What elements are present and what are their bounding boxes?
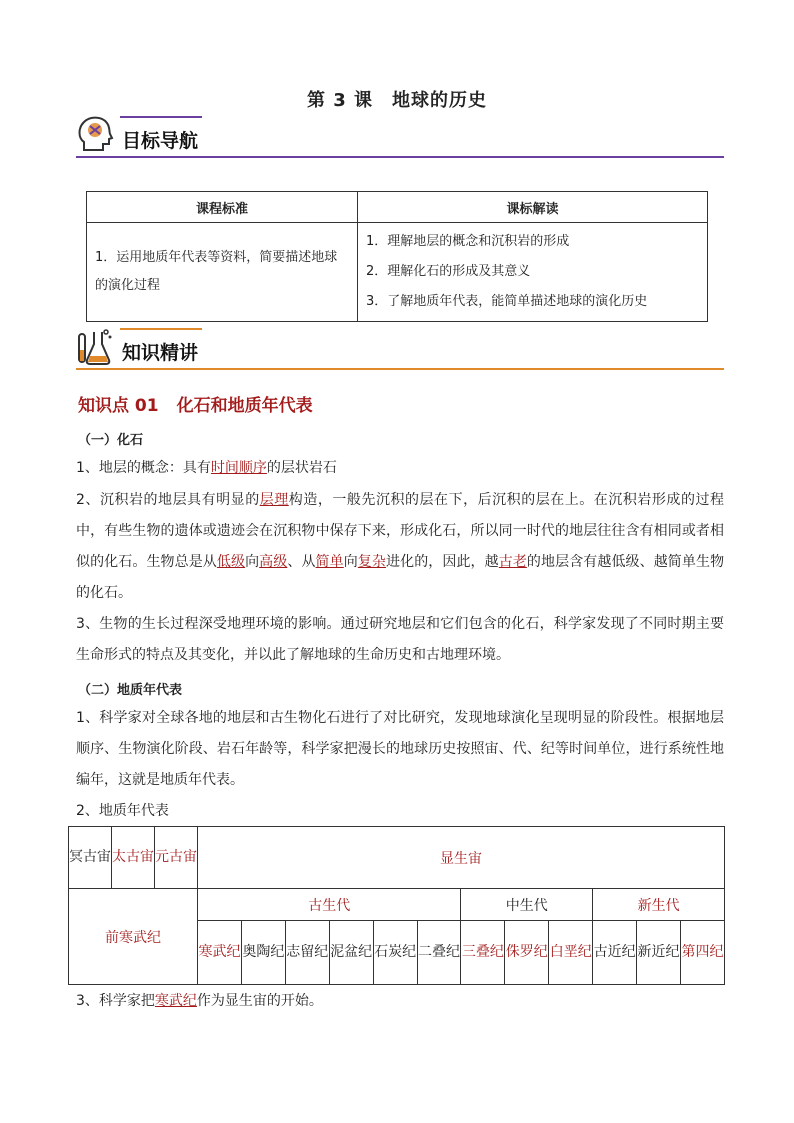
paragraph-environment: 3、生物的生长过程深受地理环境的影响。通过研究地层和它们包含的化石，科学家发现了不同时期主要生命形式的特点及其变化，并以此了解地球的生命历史和古地理环境。 <box>76 616 724 663</box>
knowledge-point-name: 化石和地质年代表 <box>176 396 313 416</box>
era-mesozoic: 中生代 <box>461 889 593 921</box>
eon-phanerozoic: 显生宙 <box>198 827 725 889</box>
knowledge-point-title <box>78 391 313 416</box>
paragraph-sedimentary-rock: 2、沉积岩的地层具有明显的层理构造，一般先沉积的层在下，后沉积的层在上。在沉积岩形成的过程中，有些生物的遗体或遗迹会在沉积物中保存下来，形成化石，所以同一时代的地层往往含有相同或者相似的化石。生物总是从低级向高级、从简单向复杂进化的，因此，越古老的地层含有越低级、越简单生物的化石。 <box>76 492 725 601</box>
period-permian: 二叠纪 <box>417 921 461 985</box>
geologic-time-table <box>68 826 725 985</box>
keyword: 复杂 <box>357 554 387 570</box>
interpretation-item: 2．理解化石的形成及其意义 <box>366 264 531 279</box>
table-header-standard: 课程标准 <box>87 192 358 223</box>
page-title: 第 3 课 地球的历史 <box>306 90 488 111</box>
period-cambrian: 寒武纪 <box>198 921 242 985</box>
keyword: 高级 <box>259 554 288 570</box>
period-triassic: 三叠纪 <box>461 921 505 985</box>
eon-hadean: 冥古宙 <box>69 827 112 889</box>
interpretation-cell <box>358 223 708 322</box>
interpretation-item: 3．了解地质年代表，能简单描述地球的演化历史 <box>366 294 648 309</box>
period-neogene: 新近纪 <box>637 921 681 985</box>
keyword: 低级 <box>216 554 246 570</box>
keyword: 简单 <box>315 554 344 570</box>
eon-proterozoic: 元古宙 <box>155 827 198 889</box>
standard-cell: 1．运用地质年代表等资料，简要描述地球的演化过程 <box>87 223 358 322</box>
period-silurian: 志留纪 <box>285 921 329 985</box>
paragraph-geologic-time: 1、科学家对全球各地的地层和古生物化石进行了对比研究，发现地球演化呈现明显的阶段性。根据地层顺序、生物演化阶段、岩石年龄等，科学家把漫长的地球历史按照宙、代、纪等时间单位，进行系统性地编年，这就是地质年代表。 <box>76 710 724 788</box>
keyword: 古老 <box>498 554 527 570</box>
subheading-geologic-table: （二）地质年代表 <box>78 683 183 698</box>
interpretation-item: 1．理解地层的概念和沉积岩的形成 <box>366 234 570 249</box>
era-paleozoic: 古生代 <box>198 889 461 921</box>
period-cretaceous: 白垩纪 <box>549 921 593 985</box>
brain-head-icon <box>76 114 114 154</box>
period-ordovician: 奥陶纪 <box>241 921 285 985</box>
subheading-fossil: （一）化石 <box>78 433 144 448</box>
section-knowledge-title: 知识精讲 <box>122 342 199 364</box>
paragraph-cambrian-start: 3、科学家把寒武纪作为显生宙的开始。 <box>76 993 323 1009</box>
period-quaternary: 第四纪 <box>680 921 724 985</box>
period-paleogene: 古近纪 <box>593 921 637 985</box>
table-header-interpretation: 课标解读 <box>358 192 708 223</box>
keyword: 时间顺序 <box>210 460 267 476</box>
period-devonian: 泥盆纪 <box>329 921 373 985</box>
keyword: 寒武纪 <box>154 993 197 1009</box>
paragraph-table-label: 2、地质年代表 <box>76 803 169 819</box>
lab-flask-icon <box>76 326 114 366</box>
curriculum-standards-table <box>86 191 708 322</box>
era-cenozoic: 新生代 <box>593 889 725 921</box>
period-carboniferous: 石炭纪 <box>373 921 417 985</box>
period-jurassic: 侏罗纪 <box>505 921 549 985</box>
keyword: 层理 <box>259 492 289 508</box>
section-knowledge-header <box>76 326 724 370</box>
eon-archean: 太古宙 <box>112 827 155 889</box>
knowledge-point-number: 知识点 01 <box>78 396 159 416</box>
paragraph-stratum-definition: 1、地层的概念：具有时间顺序的层状岩石 <box>76 460 337 476</box>
section-goal-title: 目标导航 <box>122 130 199 152</box>
section-goal-header <box>76 114 724 158</box>
precambrian-cell: 前寒武纪 <box>69 889 198 985</box>
